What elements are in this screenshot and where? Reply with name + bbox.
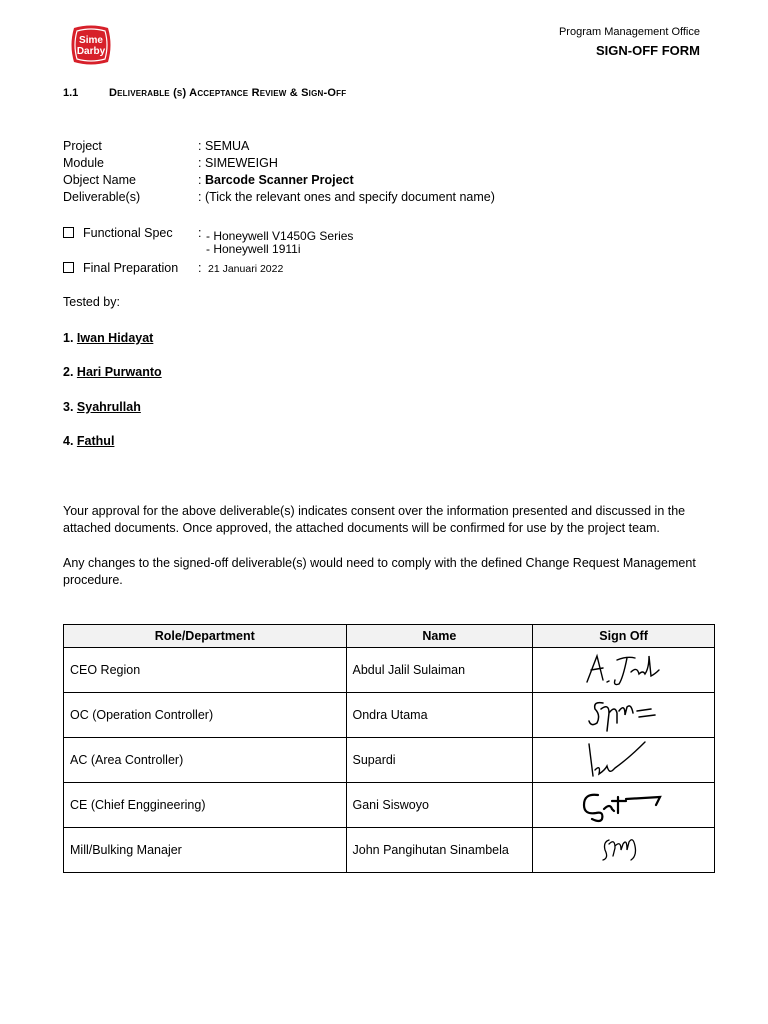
signature-cell bbox=[533, 828, 715, 873]
column-header-name: Name bbox=[346, 625, 533, 648]
functional-spec-checkbox[interactable] bbox=[63, 227, 74, 238]
table-header-row bbox=[64, 625, 715, 648]
tester-item bbox=[63, 400, 141, 414]
column-header-signoff: Sign Off bbox=[533, 625, 715, 648]
functional-spec-doc-1: - Honeywell V1450G Series bbox=[206, 229, 354, 243]
role-cell: AC (Area Controller) bbox=[64, 738, 347, 783]
signature-image bbox=[579, 740, 669, 780]
column-header-role: Role/Department bbox=[64, 625, 347, 648]
module-value: : SIMEWEIGH bbox=[198, 156, 278, 170]
change-request-paragraph: Any changes to the signed-off deliverable(s) would need to comply with the defined Change Request Management procedure. bbox=[63, 556, 696, 587]
functional-spec-colon: : bbox=[198, 226, 202, 240]
deliverables-value: : (Tick the relevant ones and specify document name) bbox=[198, 190, 495, 204]
role-cell: CE (Chief Enggineering) bbox=[64, 783, 347, 828]
object-name-value bbox=[198, 173, 354, 187]
deliverables-label: Deliverable(s) bbox=[63, 190, 141, 204]
project-value: : SEMUA bbox=[198, 139, 250, 153]
approval-paragraph: Your approval for the above deliverable(s) indicates consent over the information presented and discussed in the attached documents. Once approved, the attached documents will be confirmed for use by the project team. bbox=[63, 504, 686, 535]
object-name-text: Barcode Scanner Project bbox=[204, 173, 354, 187]
svg-text:Sime: Sime bbox=[79, 35, 103, 46]
module-label: Module bbox=[63, 156, 104, 170]
sime-darby-logo bbox=[68, 24, 114, 66]
tester-number: 3. bbox=[63, 400, 74, 414]
section-heading bbox=[63, 87, 346, 99]
name-cell: John Pangihutan Sinambela bbox=[346, 828, 533, 873]
final-preparation-date: 21 Januari 2022 bbox=[208, 263, 284, 275]
tester-number: 2. bbox=[63, 365, 74, 379]
functional-spec-item bbox=[63, 226, 173, 240]
tester-item bbox=[63, 331, 153, 345]
functional-spec-docs bbox=[206, 230, 353, 256]
signature-image bbox=[579, 830, 669, 870]
signature-image bbox=[579, 695, 669, 735]
role-cell: OC (Operation Controller) bbox=[64, 693, 347, 738]
tester-number: 4. bbox=[63, 434, 74, 448]
final-preparation-item bbox=[63, 261, 178, 275]
tested-by-label: Tested by: bbox=[63, 295, 120, 309]
object-name-label: Object Name bbox=[63, 173, 136, 187]
section-title: Deliverable (s) Acceptance Review & Sign-Off bbox=[109, 87, 347, 99]
name-cell: Gani Siswoyo bbox=[346, 783, 533, 828]
table-row bbox=[64, 828, 715, 873]
signature-cell bbox=[533, 693, 715, 738]
signature-image bbox=[574, 785, 674, 825]
final-preparation-label: Final Preparation bbox=[83, 261, 179, 275]
tester-item bbox=[63, 365, 162, 379]
final-preparation-colon: : bbox=[198, 261, 202, 275]
role-cell: Mill/Bulking Manajer bbox=[64, 828, 347, 873]
name-cell: Supardi bbox=[346, 738, 533, 783]
section-number: 1.1 bbox=[63, 87, 79, 99]
signoff-table bbox=[63, 624, 715, 873]
table-row bbox=[64, 693, 715, 738]
tester-name: Fathul bbox=[76, 434, 115, 448]
signature-cell bbox=[533, 648, 715, 693]
name-cell: Ondra Utama bbox=[346, 693, 533, 738]
tester-item bbox=[63, 434, 114, 448]
object-name-colon: : bbox=[198, 173, 202, 187]
role-cell: CEO Region bbox=[64, 648, 347, 693]
name-cell: Abdul Jalil Sulaiman bbox=[346, 648, 533, 693]
tester-name: Syahrullah bbox=[76, 400, 141, 414]
tester-name: Iwan Hidayat bbox=[76, 331, 154, 345]
svg-text:Darby: Darby bbox=[76, 46, 106, 57]
functional-spec-label: Functional Spec bbox=[83, 226, 173, 240]
signature-cell bbox=[533, 783, 715, 828]
functional-spec-doc-2: - Honeywell 1911i bbox=[206, 242, 301, 256]
table-row bbox=[64, 738, 715, 783]
tester-name: Hari Purwanto bbox=[76, 365, 162, 379]
header-office: Program Management Office bbox=[558, 26, 700, 38]
project-label: Project bbox=[63, 139, 102, 153]
table-row bbox=[64, 648, 715, 693]
final-preparation-checkbox[interactable] bbox=[63, 262, 74, 273]
tester-number: 1. bbox=[63, 331, 74, 345]
signature-cell bbox=[533, 738, 715, 783]
table-row bbox=[64, 783, 715, 828]
signature-image bbox=[579, 650, 669, 690]
form-title: SIGN-OFF FORM bbox=[596, 43, 700, 58]
